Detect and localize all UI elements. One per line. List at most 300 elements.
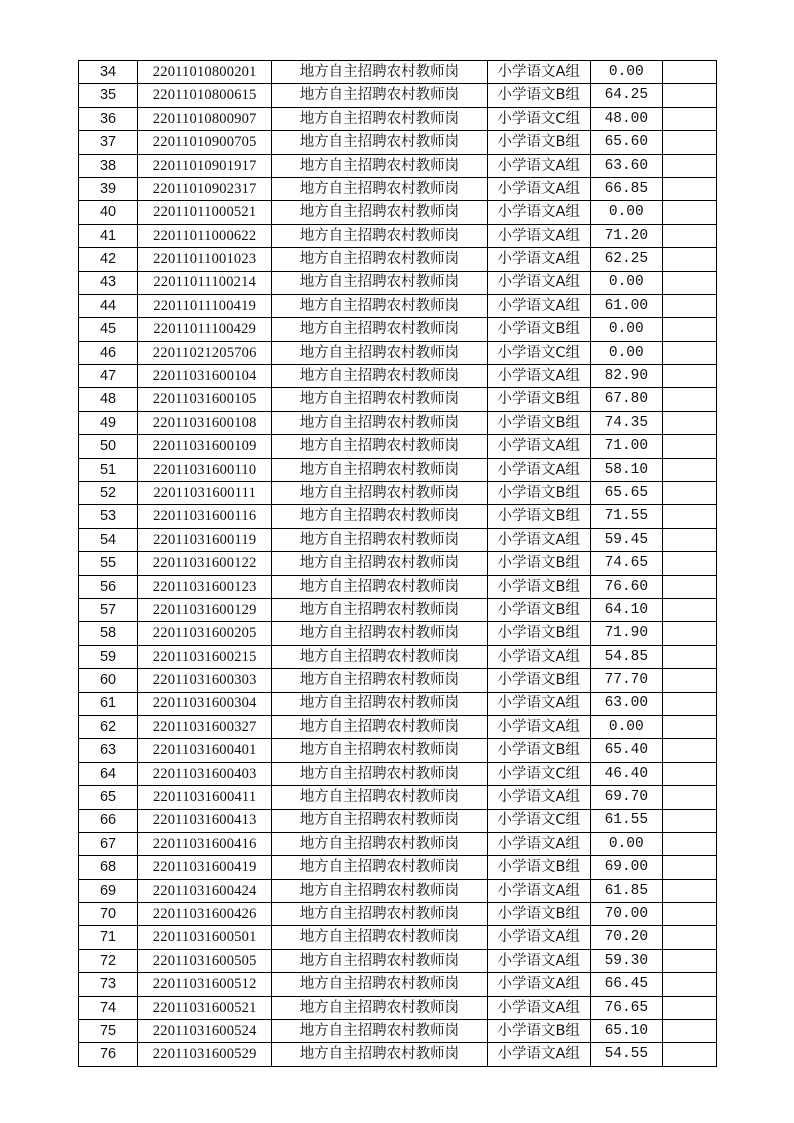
score-cell: 77.70 (590, 669, 662, 692)
score-cell: 76.65 (590, 996, 662, 1019)
subject-group-cell: 小学语文B组 (487, 856, 590, 879)
exam-id-cell: 22011031600501 (138, 926, 272, 949)
subject-group-cell: 小学语文A组 (487, 294, 590, 317)
score-table (78, 60, 717, 1067)
position-cell: 地方自主招聘农村教师岗 (272, 598, 487, 621)
row-number-cell: 55 (79, 552, 138, 575)
score-cell: 82.90 (590, 365, 662, 388)
position-cell: 地方自主招聘农村教师岗 (272, 809, 487, 832)
exam-id-cell: 22011011000521 (138, 201, 272, 224)
position-cell: 地方自主招聘农村教师岗 (272, 903, 487, 926)
exam-id-cell: 22011031600122 (138, 552, 272, 575)
row-number-cell: 69 (79, 879, 138, 902)
subject-group-cell: 小学语文B组 (487, 131, 590, 154)
remark-cell (662, 809, 716, 832)
exam-id-cell: 22011031600104 (138, 365, 272, 388)
subject-group-cell: 小学语文B组 (487, 622, 590, 645)
row-number-cell: 38 (79, 154, 138, 177)
position-cell: 地方自主招聘农村教师岗 (272, 879, 487, 902)
table-row (79, 294, 717, 317)
position-cell: 地方自主招聘农村教师岗 (272, 645, 487, 668)
exam-id-cell: 22011031600426 (138, 903, 272, 926)
score-cell: 0.00 (590, 201, 662, 224)
row-number-cell: 66 (79, 809, 138, 832)
exam-id-cell: 22011031600123 (138, 575, 272, 598)
table-row (79, 715, 717, 738)
subject-group-cell: 小学语文A组 (487, 949, 590, 972)
position-cell: 地方自主招聘农村教师岗 (272, 528, 487, 551)
score-cell: 71.00 (590, 435, 662, 458)
remark-cell (662, 248, 716, 271)
remark-cell (662, 107, 716, 130)
row-number-cell: 39 (79, 177, 138, 200)
exam-id-cell: 22011031600524 (138, 1020, 272, 1043)
subject-group-cell: 小学语文A组 (487, 528, 590, 551)
exam-id-cell: 22011010900705 (138, 131, 272, 154)
exam-id-cell: 22011031600110 (138, 458, 272, 481)
position-cell: 地方自主招聘农村教师岗 (272, 552, 487, 575)
row-number-cell: 62 (79, 715, 138, 738)
remark-cell (662, 177, 716, 200)
row-number-cell: 46 (79, 341, 138, 364)
position-cell: 地方自主招聘农村教师岗 (272, 715, 487, 738)
position-cell: 地方自主招聘农村教师岗 (272, 107, 487, 130)
score-cell: 76.60 (590, 575, 662, 598)
table-row (79, 224, 717, 247)
remark-cell (662, 692, 716, 715)
row-number-cell: 61 (79, 692, 138, 715)
subject-group-cell: 小学语文B组 (487, 84, 590, 107)
table-row (79, 669, 717, 692)
score-cell: 61.55 (590, 809, 662, 832)
score-cell: 66.45 (590, 973, 662, 996)
position-cell: 地方自主招聘农村教师岗 (272, 505, 487, 528)
subject-group-cell: 小学语文A组 (487, 248, 590, 271)
row-number-cell: 44 (79, 294, 138, 317)
row-number-cell: 59 (79, 645, 138, 668)
exam-id-cell: 22011031600215 (138, 645, 272, 668)
score-cell: 64.25 (590, 84, 662, 107)
row-number-cell: 54 (79, 528, 138, 551)
remark-cell (662, 458, 716, 481)
subject-group-cell: 小学语文B组 (487, 505, 590, 528)
row-number-cell: 68 (79, 856, 138, 879)
subject-group-cell: 小学语文B组 (487, 575, 590, 598)
row-number-cell: 64 (79, 762, 138, 785)
score-cell: 59.45 (590, 528, 662, 551)
remark-cell (662, 131, 716, 154)
position-cell: 地方自主招聘农村教师岗 (272, 388, 487, 411)
subject-group-cell: 小学语文A组 (487, 61, 590, 84)
subject-group-cell: 小学语文A组 (487, 271, 590, 294)
exam-id-cell: 22011031600303 (138, 669, 272, 692)
score-cell: 64.10 (590, 598, 662, 621)
table-row (79, 739, 717, 762)
score-cell: 69.00 (590, 856, 662, 879)
position-cell: 地方自主招聘农村教师岗 (272, 669, 487, 692)
score-cell: 65.65 (590, 482, 662, 505)
score-cell: 69.70 (590, 786, 662, 809)
row-number-cell: 34 (79, 61, 138, 84)
table-row (79, 622, 717, 645)
exam-id-cell: 22011011000622 (138, 224, 272, 247)
row-number-cell: 76 (79, 1043, 138, 1066)
score-cell: 58.10 (590, 458, 662, 481)
score-cell: 65.60 (590, 131, 662, 154)
position-cell: 地方自主招聘农村教师岗 (272, 926, 487, 949)
row-number-cell: 41 (79, 224, 138, 247)
score-cell: 70.00 (590, 903, 662, 926)
subject-group-cell: 小学语文A组 (487, 832, 590, 855)
subject-group-cell: 小学语文B组 (487, 1020, 590, 1043)
subject-group-cell: 小学语文A组 (487, 692, 590, 715)
score-cell: 74.65 (590, 552, 662, 575)
table-row (79, 926, 717, 949)
subject-group-cell: 小学语文A组 (487, 926, 590, 949)
row-number-cell: 52 (79, 482, 138, 505)
score-cell: 70.20 (590, 926, 662, 949)
exam-id-cell: 22011031600119 (138, 528, 272, 551)
score-cell: 54.85 (590, 645, 662, 668)
exam-id-cell: 22011011100214 (138, 271, 272, 294)
score-cell: 62.25 (590, 248, 662, 271)
position-cell: 地方自主招聘农村教师岗 (272, 84, 487, 107)
score-cell: 46.40 (590, 762, 662, 785)
row-number-cell: 70 (79, 903, 138, 926)
position-cell: 地方自主招聘农村教师岗 (272, 458, 487, 481)
subject-group-cell: 小学语文C组 (487, 107, 590, 130)
remark-cell (662, 739, 716, 762)
table-row (79, 575, 717, 598)
row-number-cell: 36 (79, 107, 138, 130)
table-row (79, 435, 717, 458)
score-cell: 0.00 (590, 61, 662, 84)
remark-cell (662, 224, 716, 247)
position-cell: 地方自主招聘农村教师岗 (272, 271, 487, 294)
position-cell: 地方自主招聘农村教师岗 (272, 365, 487, 388)
table-row (79, 856, 717, 879)
remark-cell (662, 552, 716, 575)
remark-cell (662, 1043, 716, 1066)
table-row (79, 832, 717, 855)
table-row (79, 949, 717, 972)
exam-id-cell: 22011010901917 (138, 154, 272, 177)
subject-group-cell: 小学语文A组 (487, 177, 590, 200)
subject-group-cell: 小学语文B组 (487, 552, 590, 575)
row-number-cell: 37 (79, 131, 138, 154)
exam-id-cell: 22011031600505 (138, 949, 272, 972)
table-row (79, 318, 717, 341)
position-cell: 地方自主招聘农村教师岗 (272, 154, 487, 177)
score-cell: 0.00 (590, 715, 662, 738)
remark-cell (662, 669, 716, 692)
row-number-cell: 74 (79, 996, 138, 1019)
row-number-cell: 57 (79, 598, 138, 621)
exam-id-cell: 22011031600529 (138, 1043, 272, 1066)
position-cell: 地方自主招聘农村教师岗 (272, 762, 487, 785)
table-row (79, 84, 717, 107)
remark-cell (662, 786, 716, 809)
subject-group-cell: 小学语文A组 (487, 201, 590, 224)
row-number-cell: 48 (79, 388, 138, 411)
remark-cell (662, 903, 716, 926)
subject-group-cell: 小学语文A组 (487, 1043, 590, 1066)
subject-group-cell: 小学语文B组 (487, 903, 590, 926)
remark-cell (662, 622, 716, 645)
score-cell: 71.20 (590, 224, 662, 247)
exam-id-cell: 22011010800201 (138, 61, 272, 84)
remark-cell (662, 318, 716, 341)
row-number-cell: 43 (79, 271, 138, 294)
row-number-cell: 75 (79, 1020, 138, 1043)
row-number-cell: 53 (79, 505, 138, 528)
position-cell: 地方自主招聘农村教师岗 (272, 692, 487, 715)
exam-id-cell: 22011031600512 (138, 973, 272, 996)
position-cell: 地方自主招聘农村教师岗 (272, 973, 487, 996)
exam-id-cell: 22011031600109 (138, 435, 272, 458)
subject-group-cell: 小学语文B组 (487, 482, 590, 505)
remark-cell (662, 832, 716, 855)
position-cell: 地方自主招聘农村教师岗 (272, 996, 487, 1019)
score-cell: 61.00 (590, 294, 662, 317)
remark-cell (662, 294, 716, 317)
subject-group-cell: 小学语文A组 (487, 365, 590, 388)
subject-group-cell: 小学语文A组 (487, 996, 590, 1019)
subject-group-cell: 小学语文A组 (487, 973, 590, 996)
position-cell: 地方自主招聘农村教师岗 (272, 224, 487, 247)
score-cell: 65.10 (590, 1020, 662, 1043)
position-cell: 地方自主招聘农村教师岗 (272, 1043, 487, 1066)
table-row (79, 107, 717, 130)
score-cell: 63.00 (590, 692, 662, 715)
table-row (79, 598, 717, 621)
row-number-cell: 72 (79, 949, 138, 972)
subject-group-cell: 小学语文B组 (487, 669, 590, 692)
position-cell: 地方自主招聘农村教师岗 (272, 294, 487, 317)
position-cell: 地方自主招聘农村教师岗 (272, 318, 487, 341)
position-cell: 地方自主招聘农村教师岗 (272, 248, 487, 271)
remark-cell (662, 575, 716, 598)
exam-id-cell: 22011031600205 (138, 622, 272, 645)
subject-group-cell: 小学语文B组 (487, 318, 590, 341)
table-row (79, 177, 717, 200)
row-number-cell: 49 (79, 411, 138, 434)
table-row (79, 154, 717, 177)
position-cell: 地方自主招聘农村教师岗 (272, 482, 487, 505)
remark-cell (662, 435, 716, 458)
exam-id-cell: 22011031600419 (138, 856, 272, 879)
table-row (79, 131, 717, 154)
table-row (79, 271, 717, 294)
exam-id-cell: 22011031600413 (138, 809, 272, 832)
remark-cell (662, 528, 716, 551)
position-cell: 地方自主招聘农村教师岗 (272, 131, 487, 154)
row-number-cell: 73 (79, 973, 138, 996)
table-row (79, 1043, 717, 1066)
position-cell: 地方自主招聘农村教师岗 (272, 61, 487, 84)
score-cell: 59.30 (590, 949, 662, 972)
subject-group-cell: 小学语文B组 (487, 598, 590, 621)
exam-id-cell: 22011021205706 (138, 341, 272, 364)
table-row (79, 903, 717, 926)
score-cell: 66.85 (590, 177, 662, 200)
exam-id-cell: 22011031600129 (138, 598, 272, 621)
exam-id-cell: 22011031600416 (138, 832, 272, 855)
exam-id-cell: 22011010800615 (138, 84, 272, 107)
row-number-cell: 42 (79, 248, 138, 271)
score-cell: 61.85 (590, 879, 662, 902)
table-row (79, 552, 717, 575)
subject-group-cell: 小学语文B组 (487, 739, 590, 762)
table-row (79, 341, 717, 364)
subject-group-cell: 小学语文A组 (487, 879, 590, 902)
score-cell: 71.90 (590, 622, 662, 645)
exam-id-cell: 22011031600304 (138, 692, 272, 715)
exam-id-cell: 22011031600116 (138, 505, 272, 528)
row-number-cell: 50 (79, 435, 138, 458)
table-row (79, 411, 717, 434)
score-cell: 0.00 (590, 318, 662, 341)
exam-id-cell: 22011011001023 (138, 248, 272, 271)
row-number-cell: 71 (79, 926, 138, 949)
table-row (79, 528, 717, 551)
remark-cell (662, 505, 716, 528)
remark-cell (662, 996, 716, 1019)
remark-cell (662, 645, 716, 668)
row-number-cell: 56 (79, 575, 138, 598)
exam-id-cell: 22011031600403 (138, 762, 272, 785)
exam-id-cell: 22011011100419 (138, 294, 272, 317)
exam-id-cell: 22011011100429 (138, 318, 272, 341)
remark-cell (662, 926, 716, 949)
row-number-cell: 60 (79, 669, 138, 692)
remark-cell (662, 762, 716, 785)
exam-id-cell: 22011031600111 (138, 482, 272, 505)
table-row (79, 786, 717, 809)
remark-cell (662, 341, 716, 364)
score-cell: 0.00 (590, 341, 662, 364)
position-cell: 地方自主招聘农村教师岗 (272, 832, 487, 855)
remark-cell (662, 271, 716, 294)
remark-cell (662, 61, 716, 84)
subject-group-cell: 小学语文C组 (487, 762, 590, 785)
row-number-cell: 63 (79, 739, 138, 762)
score-cell: 74.35 (590, 411, 662, 434)
exam-id-cell: 22011031600521 (138, 996, 272, 1019)
row-number-cell: 35 (79, 84, 138, 107)
subject-group-cell: 小学语文A组 (487, 786, 590, 809)
remark-cell (662, 949, 716, 972)
position-cell: 地方自主招聘农村教师岗 (272, 341, 487, 364)
remark-cell (662, 879, 716, 902)
table-row (79, 505, 717, 528)
position-cell: 地方自主招聘农村教师岗 (272, 739, 487, 762)
exam-id-cell: 22011031600411 (138, 786, 272, 809)
remark-cell (662, 201, 716, 224)
score-cell: 65.40 (590, 739, 662, 762)
table-row (79, 61, 717, 84)
position-cell: 地方自主招聘农村教师岗 (272, 949, 487, 972)
subject-group-cell: 小学语文A组 (487, 224, 590, 247)
table-row (79, 482, 717, 505)
exam-id-cell: 22011010800907 (138, 107, 272, 130)
score-table-body (79, 61, 717, 1067)
position-cell: 地方自主招聘农村教师岗 (272, 411, 487, 434)
table-row (79, 762, 717, 785)
subject-group-cell: 小学语文A组 (487, 154, 590, 177)
score-cell: 67.80 (590, 388, 662, 411)
remark-cell (662, 365, 716, 388)
remark-cell (662, 154, 716, 177)
position-cell: 地方自主招聘农村教师岗 (272, 177, 487, 200)
row-number-cell: 65 (79, 786, 138, 809)
table-row (79, 809, 717, 832)
position-cell: 地方自主招聘农村教师岗 (272, 435, 487, 458)
score-cell: 0.00 (590, 832, 662, 855)
remark-cell (662, 1020, 716, 1043)
table-row (79, 201, 717, 224)
subject-group-cell: 小学语文B组 (487, 411, 590, 434)
table-row (79, 365, 717, 388)
remark-cell (662, 388, 716, 411)
table-row (79, 879, 717, 902)
subject-group-cell: 小学语文A组 (487, 458, 590, 481)
exam-id-cell: 22011031600108 (138, 411, 272, 434)
row-number-cell: 45 (79, 318, 138, 341)
exam-id-cell: 22011031600327 (138, 715, 272, 738)
position-cell: 地方自主招聘农村教师岗 (272, 575, 487, 598)
score-cell: 71.55 (590, 505, 662, 528)
subject-group-cell: 小学语文C组 (487, 341, 590, 364)
remark-cell (662, 598, 716, 621)
score-cell: 54.55 (590, 1043, 662, 1066)
subject-group-cell: 小学语文C组 (487, 809, 590, 832)
table-row (79, 248, 717, 271)
row-number-cell: 40 (79, 201, 138, 224)
table-row (79, 458, 717, 481)
remark-cell (662, 482, 716, 505)
remark-cell (662, 973, 716, 996)
position-cell: 地方自主招聘农村教师岗 (272, 786, 487, 809)
remark-cell (662, 411, 716, 434)
score-cell: 48.00 (590, 107, 662, 130)
remark-cell (662, 856, 716, 879)
row-number-cell: 58 (79, 622, 138, 645)
subject-group-cell: 小学语文A组 (487, 435, 590, 458)
table-row (79, 388, 717, 411)
row-number-cell: 47 (79, 365, 138, 388)
table-row (79, 996, 717, 1019)
position-cell: 地方自主招聘农村教师岗 (272, 622, 487, 645)
position-cell: 地方自主招聘农村教师岗 (272, 201, 487, 224)
table-row (79, 692, 717, 715)
subject-group-cell: 小学语文A组 (487, 715, 590, 738)
row-number-cell: 51 (79, 458, 138, 481)
table-row (79, 973, 717, 996)
table-row (79, 1020, 717, 1043)
score-cell: 0.00 (590, 271, 662, 294)
exam-id-cell: 22011031600424 (138, 879, 272, 902)
position-cell: 地方自主招聘农村教师岗 (272, 856, 487, 879)
row-number-cell: 67 (79, 832, 138, 855)
remark-cell (662, 715, 716, 738)
position-cell: 地方自主招聘农村教师岗 (272, 1020, 487, 1043)
exam-id-cell: 22011031600401 (138, 739, 272, 762)
subject-group-cell: 小学语文A组 (487, 645, 590, 668)
exam-id-cell: 22011010902317 (138, 177, 272, 200)
subject-group-cell: 小学语文B组 (487, 388, 590, 411)
table-row (79, 645, 717, 668)
